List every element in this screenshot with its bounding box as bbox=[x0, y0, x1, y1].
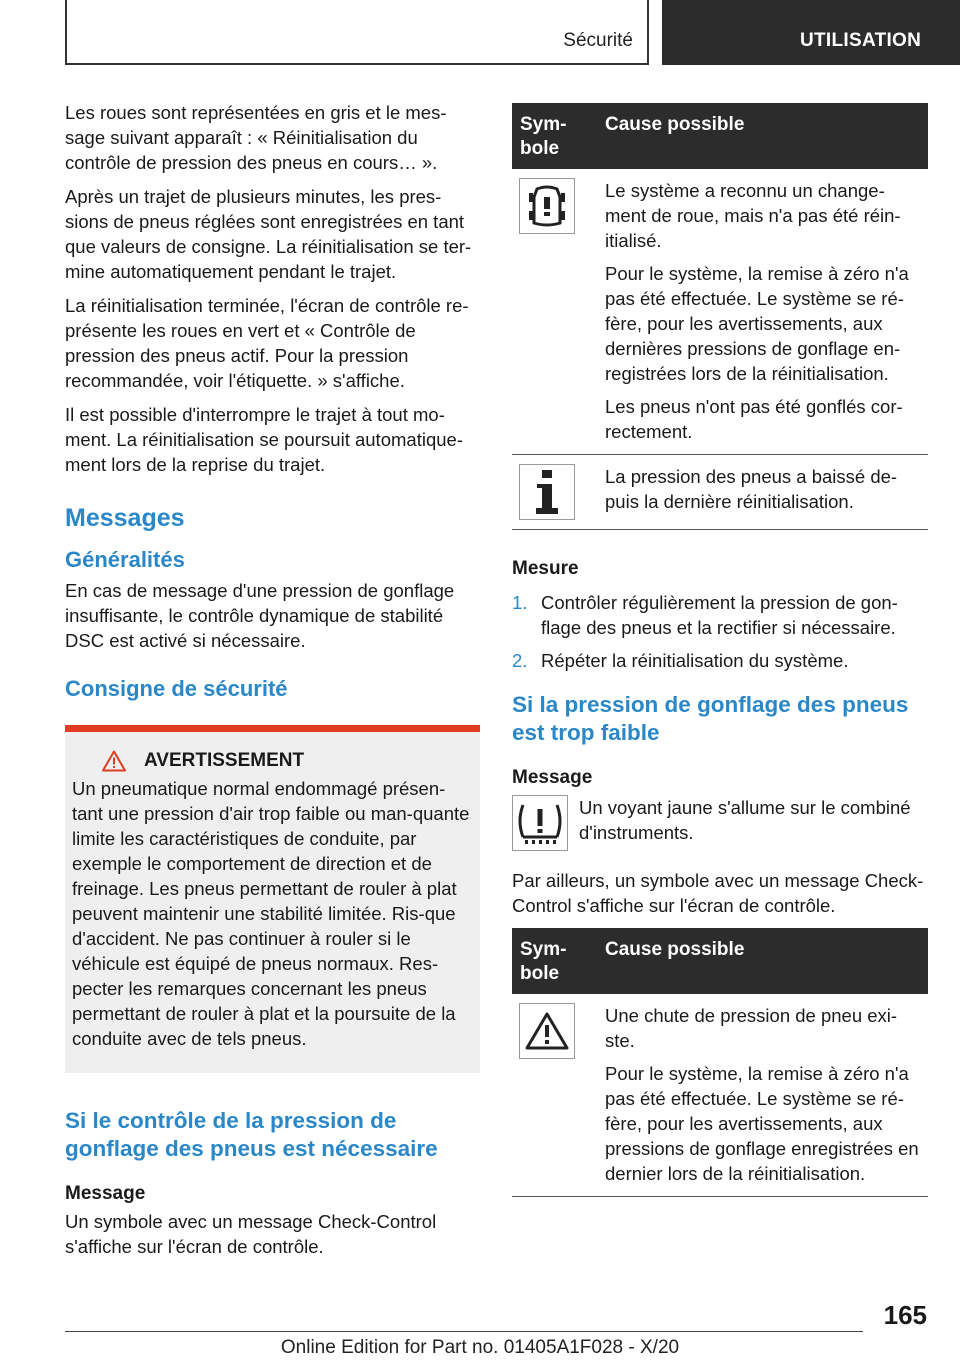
symbol-table-2 bbox=[512, 928, 928, 1197]
heading-generalites: Généralités bbox=[65, 547, 185, 572]
table-header-cause: Cause possible bbox=[597, 928, 928, 994]
warning-header bbox=[102, 750, 472, 772]
step-text: Répéter la réinitialisation du système. bbox=[541, 650, 849, 671]
left-column bbox=[65, 100, 480, 1268]
message-label: Message bbox=[512, 767, 593, 788]
steps-list bbox=[512, 590, 928, 673]
generalites-text: En cas de message d'une pression de gonflage insuffisante, le contrôle dynamique de stabilité DSC est activé si nécessaire. bbox=[65, 580, 455, 651]
cause-text: Pour le système, la remise à zéro n'a pas été effectuée. Le système se ré-fère, pour les avertissements, aux dernières pressions de gonflage en-registrées lors de la réinitialisation. bbox=[605, 263, 909, 384]
table-row bbox=[512, 994, 928, 1197]
table-header-symbol: Sym-bole bbox=[512, 928, 597, 994]
message-text: Un symbole avec un message Check-Control s'affiche sur l'écran de contrôle. bbox=[65, 1211, 437, 1257]
heading-messages: Messages bbox=[65, 504, 185, 532]
list-item bbox=[512, 648, 928, 673]
message-text: Par ailleurs, un symbole avec un message Check-Control s'affiche sur l'écran de contrôle. bbox=[512, 870, 924, 916]
list-item bbox=[512, 590, 928, 640]
footer-text: Online Edition for Part no. 01405A1F028 - X/20 bbox=[280, 1337, 680, 1358]
warning-text: Un pneumatique normal endommagé présen-tant une pression d'air trop faible ou man-quante limite les caractéristiques de conduite, par exemple le comportement de direction et de freinage. Les pneus permettant de rouler à plat peuvent maintenir une stabilité limitée. Ris-que d'accident. Ne pas continuer à rouler si le véhicule est équipé de pneus normaux. Res-pecter les remarques concernant les pneus permettant de rouler à plat et la poursuite de la conduite avec de tels pneus. bbox=[72, 778, 470, 1049]
heading-consigne: Consigne de sécurité bbox=[65, 676, 288, 701]
message-row bbox=[512, 795, 928, 854]
page-number: 165 bbox=[883, 1300, 927, 1330]
step-number: 1. bbox=[512, 592, 528, 613]
footer-divider bbox=[65, 1331, 863, 1332]
paragraph: Les roues sont représentées en gris et le mes-sage suivant apparaît : « Réinitialisation du contrôle de pression des pneus en cours… ». bbox=[65, 102, 447, 173]
header-chapter-tab bbox=[662, 0, 960, 65]
warning-box bbox=[65, 725, 480, 1073]
cause-text: Le système a reconnu un change-ment de roue, mais n'a pas été réin-itialisé. bbox=[605, 180, 901, 251]
right-column bbox=[512, 103, 928, 1197]
heading-reset-needed: Si le contrôle de la pression de gonflage des pneus est nécessaire bbox=[65, 1108, 438, 1161]
table-row bbox=[512, 169, 928, 455]
header-chapter-label: UTILISATION bbox=[800, 30, 922, 51]
mesure-label: Mesure bbox=[512, 558, 579, 579]
paragraph: Il est possible d'interrompre le trajet à tout mo-ment. La réinitialisation se poursuit automatique-ment lors de la reprise du trajet. bbox=[65, 404, 463, 475]
paragraph: La réinitialisation terminée, l'écran de contrôle re-présente les roues en vert et « Contrôle de pression des pneus actif. Pour la pression recommandée, voir l'étiquette. » s'affiche. bbox=[65, 295, 469, 391]
info-icon bbox=[519, 464, 575, 520]
message-label: Message bbox=[65, 1183, 146, 1204]
symbol-table-1 bbox=[512, 103, 928, 530]
warning-title: AVERTISSEMENT bbox=[144, 750, 305, 771]
table-row bbox=[512, 455, 928, 530]
cause-text: Pour le système, la remise à zéro n'a pas été effectuée. Le système se ré-fère, pour les avertissements, aux pressions de gonflage enregistrées en dernier lors de la réinitialisation. bbox=[605, 1063, 919, 1184]
cause-text: Les pneus n'ont pas été gonflés cor-rectement. bbox=[605, 396, 903, 442]
warning-triangle-icon bbox=[519, 1003, 575, 1059]
warning-triangle-icon bbox=[102, 750, 126, 772]
cause-text: La pression des pneus a baissé de-puis la dernière réinitialisation. bbox=[605, 466, 898, 512]
message-icon-text: Un voyant jaune s'allume sur le combiné d'instruments. bbox=[579, 797, 911, 843]
table-header-symbol: Sym-bole bbox=[512, 103, 597, 169]
table-header-cause: Cause possible bbox=[597, 103, 928, 169]
tire-pressure-warning-icon bbox=[512, 795, 568, 851]
car-tire-pressure-icon bbox=[519, 178, 575, 234]
step-text: Contrôler régulièrement la pression de gon-flage des pneus et la rectifier si nécessaire. bbox=[541, 592, 898, 638]
cause-text: Une chute de pression de pneu exi-ste. bbox=[605, 1005, 898, 1051]
heading-pressure-low: Si la pression de gonflage des pneus est trop faible bbox=[512, 692, 909, 745]
header-section-tab bbox=[65, 0, 649, 65]
step-number: 2. bbox=[512, 650, 528, 671]
paragraph: Après un trajet de plusieurs minutes, les pres-sions de pneus réglées sont enregistrées en tant que valeurs de consigne. La réinitialisation se ter-mine automatiquement pendant le trajet. bbox=[65, 186, 472, 282]
header-section-label: Sécurité bbox=[563, 30, 633, 51]
